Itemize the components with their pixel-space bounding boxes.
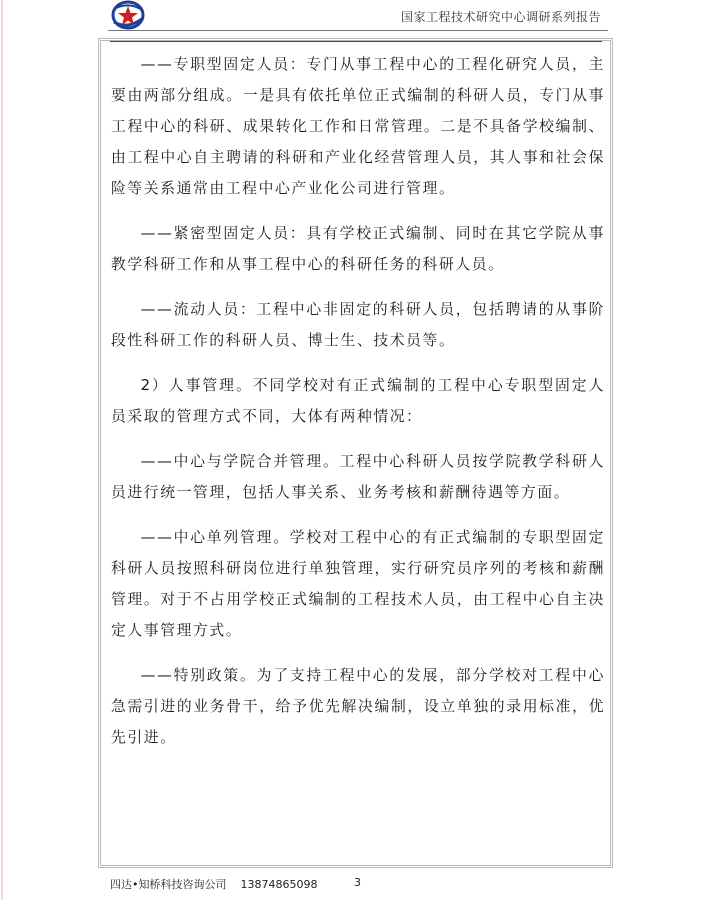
paragraph-mobile-staff: ——流动人员：工程中心非固定的科研人员，包括聘请的从事阶段性科研工作的科研人员、博士生、技术员等。 [111,301,605,349]
paragraph-merged-management: ——中心与学院合并管理。工程中心科研人员按学院教学科研人员进行统一管理，包括人事关系、业务考核和薪酬待遇等方面。 [111,453,605,501]
page-left-margin-rule [1,0,3,900]
paragraph-separate-management: ——中心单列管理。学校对工程中心的有正式编制的专职型固定科研人员按照科研岗位进行单独管理，实行研究员序列的考核和薪酬管理。对于不占用学校正式编制的工程技术人员，由工程中心自主决定人事管理方式。 [111,529,605,639]
paragraph-close-staff: ——紧密型固定人员：具有学校正式编制、同时在其它学院从事教学科研工作和从事工程中心的科研任务的科研人员。 [111,225,605,273]
footer-company-contact: 四达•知桥科技咨询公司 13874865098 [110,878,318,891]
paragraph-special-policy: ——特别政策。为了支持工程中心的发展，部分学校对工程中心急需引进的业务骨干，给予优先解决编制，设立单独的录用标准，优先引进。 [111,667,605,746]
company-logo-icon [108,0,148,32]
paragraph-full-time-staff: ——专职型固定人员：专门从事工程中心的工程化研究人员，主要由两部分组成。一是具有依托单位正式编制的科研人员，专门从事工程中心的科研、成果转化工作和日常管理。二是不具备学校编制、由工程中心自主聘请的科研和产业化经营管理人员，其人事和社会保险等关系通常由工程中心产业化公司进行管理。 [111,56,605,197]
header-divider [108,30,608,31]
document-body [111,49,605,767]
footer-page-number: 3 [354,876,361,889]
frame-top-rule [110,41,602,42]
header-title: 国家工程技术研究中心调研系列报告 [400,10,601,24]
paragraph-personnel-management: 2）人事管理。不同学校对有正式编制的工程中心专职型固定人员采取的管理方式不同，大体有两种情况： [111,377,605,425]
